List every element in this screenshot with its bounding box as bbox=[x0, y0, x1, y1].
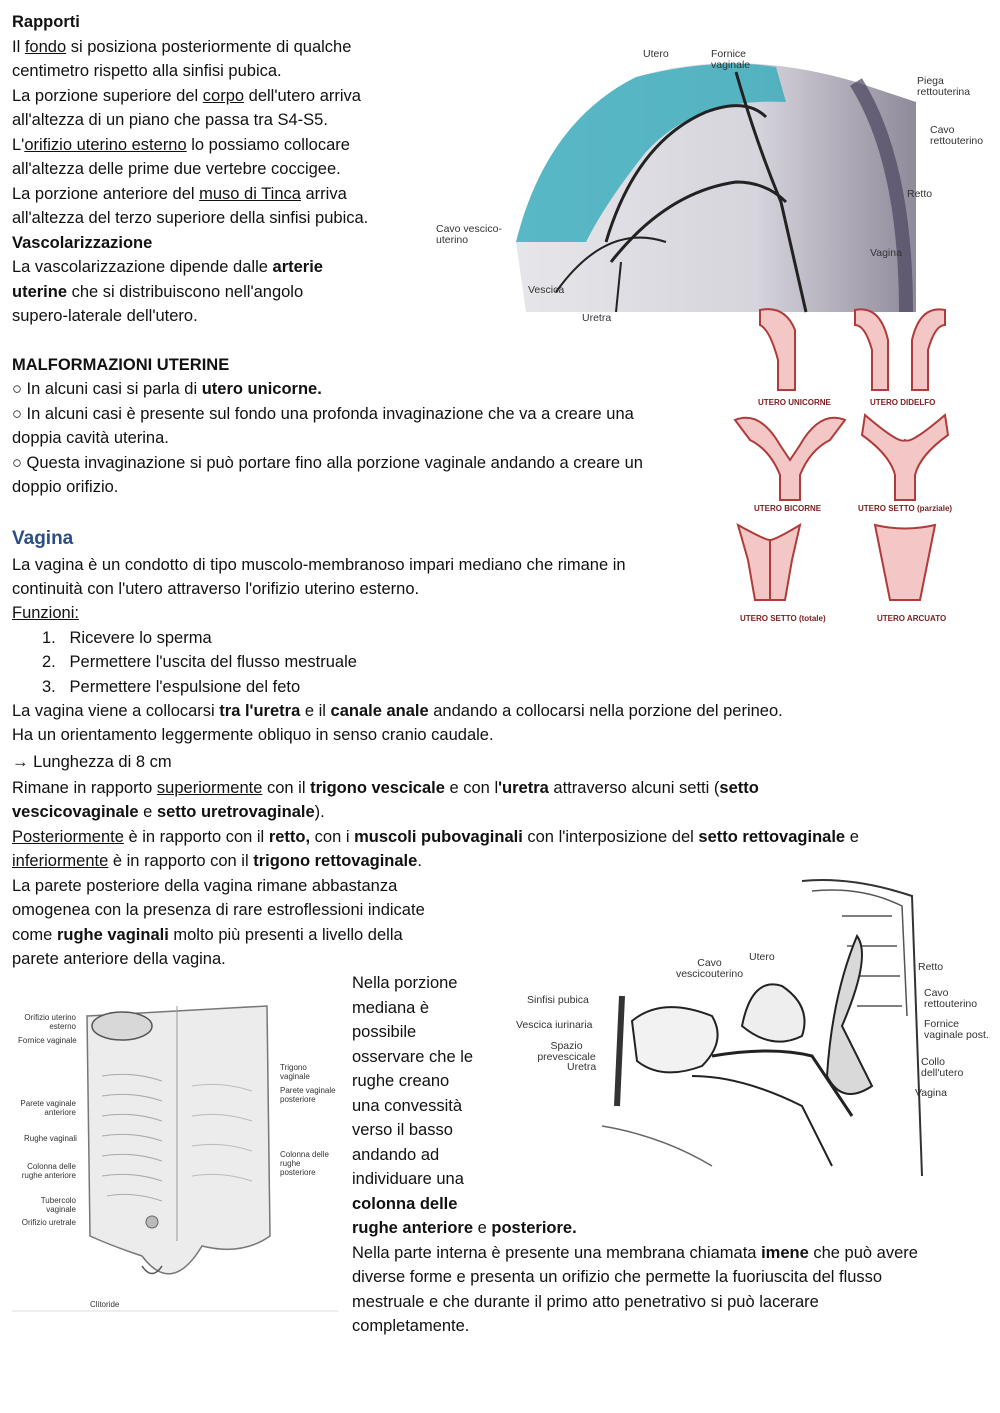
mal-label-arcuato: UTERO ARCUATO bbox=[877, 614, 947, 623]
fig3-label-parete-anteriore: Parete vaginale anteriore bbox=[20, 1099, 76, 1117]
fig3-label-colonna-posteriore: Colonna delle rughe posteriore bbox=[280, 1150, 329, 1177]
fig3-label-orifizio-uretrale: Orifizio uretrale bbox=[21, 1218, 76, 1227]
vagina-line-4: Ha un orientamento leggermente obliquo in senso cranio caudale. bbox=[12, 726, 494, 744]
funzioni-item-2: 2. Permettere l'uscita del flusso mestruale bbox=[42, 653, 357, 671]
fig1-label-vagina: Vagina bbox=[870, 247, 902, 259]
malformazioni-heading: MALFORMAZIONI UTERINE bbox=[12, 356, 230, 374]
funzioni-label: Funzioni: bbox=[12, 604, 79, 622]
fig1-label-uretra: Uretra bbox=[582, 312, 612, 324]
fig2-label-cavo-retto: Cavo rettouterino bbox=[924, 987, 978, 1010]
malformazioni-line-5: doppio orifizio. bbox=[12, 478, 119, 496]
figure-uterus-sagittal bbox=[436, 42, 996, 332]
col-line-15: completamente. bbox=[352, 1317, 470, 1335]
vagina-line-10: La parete posteriore della vagina rimane abbastanza bbox=[12, 877, 398, 895]
fig3-label-colonna-anteriore: Colonna delle rughe anteriore bbox=[21, 1162, 76, 1180]
malformazioni-line-2: ○ In alcuni casi è presente sul fondo una profonda invaginazione che va a creare una bbox=[12, 405, 634, 423]
col-line-4: osservare che le bbox=[352, 1048, 474, 1066]
fig3-label-parete-posteriore: Parete vaginale posteriore bbox=[280, 1086, 336, 1104]
vasc-line-2: uterine che si distribuiscono nell'angolo bbox=[12, 283, 304, 301]
fig1-label-utero: Utero bbox=[643, 48, 669, 60]
rapporti-line-2: centimetro rispetto alla sinfisi pubica. bbox=[12, 62, 282, 80]
mal-label-didelfo: UTERO DIDELFO bbox=[870, 398, 936, 407]
col-line-7: verso il basso bbox=[352, 1121, 453, 1139]
rapporti-line-1: Il fondo si posiziona posteriormente di qualche bbox=[12, 38, 352, 56]
vagina-line-11: omogenea con la presenza di rare estroflessioni indicate bbox=[12, 901, 425, 919]
malformazioni-line-3: doppia cavità uterina. bbox=[12, 429, 169, 447]
fig2-label-utero: Utero bbox=[749, 951, 775, 963]
fig3-label-orifizio-esterno: Orifizio uterino esterno bbox=[24, 1013, 76, 1031]
fig2-label-spazio: Spazio prevescicale bbox=[537, 1040, 596, 1063]
funzioni-item-3: 3. Permettere l'espulsione del feto bbox=[42, 678, 301, 696]
fig2-label-vescica: Vescica iurinaria bbox=[516, 1019, 593, 1031]
mal-label-bicorne: UTERO BICORNE bbox=[754, 504, 822, 513]
mal-label-setto-totale: UTERO SETTO (totale) bbox=[740, 614, 826, 623]
vagina-line-1: La vagina è un condotto di tipo muscolo-membranoso impari mediano che rimane in bbox=[12, 556, 626, 574]
vasc-heading: Vascolarizzazione bbox=[12, 234, 153, 252]
vagina-line-7: vescicovaginale e setto uretrovaginale). bbox=[12, 803, 325, 821]
mal-label-setto-parziale: UTERO SETTO (parziale) bbox=[858, 504, 953, 513]
vagina-line-13: parete anteriore della vagina. bbox=[12, 950, 226, 968]
col-line-3: possibile bbox=[352, 1023, 417, 1041]
fig2-label-collo: Collo dell'utero bbox=[921, 1056, 964, 1079]
col-line-2: mediana è bbox=[352, 999, 430, 1017]
col-line-10: colonna delle bbox=[352, 1195, 458, 1213]
fig2-label-cavo-vescico: Cavo vescicouterino bbox=[675, 957, 744, 980]
figure-pelvis-sagittal bbox=[512, 876, 996, 1176]
fig1-label-vescica: Vescica bbox=[528, 284, 565, 296]
mal-label-unicorne: UTERO UNICORNE bbox=[758, 398, 831, 407]
figure-uterus-sagittal-drawing bbox=[436, 42, 996, 332]
fig1-label-retto: Retto bbox=[907, 188, 933, 200]
vagina-line-12: come rughe vaginali molto più presenti a livello della bbox=[12, 926, 403, 944]
vagina-line-9: inferiormente è in rapporto con il trigono rettovaginale. bbox=[12, 852, 422, 870]
vagina-heading: Vagina bbox=[12, 528, 74, 549]
vasc-line-1: La vascolarizzazione dipende dalle arterie bbox=[12, 258, 323, 276]
fig2-label-sinfisi: Sinfisi pubica bbox=[527, 994, 589, 1006]
rapporti-heading: Rapporti bbox=[12, 13, 80, 31]
col-line-11: rughe anteriore e posteriore. bbox=[352, 1219, 577, 1237]
fig3-label-fornice: Fornice vaginale bbox=[18, 1036, 77, 1045]
rapporti-line-5: L'orifizio uterino esterno lo possiamo collocare bbox=[12, 136, 350, 154]
vagina-line-8: Posteriormente è in rapporto con il retto, con i muscoli pubovaginali con l'interposizione del setto rettovaginale e bbox=[12, 828, 859, 846]
fig2-label-retto: Retto bbox=[918, 961, 944, 973]
rapporti-line-4: all'altezza di un piano che passa tra S4-S5. bbox=[12, 111, 328, 129]
rapporti-line-7: La porzione anteriore del muso di Tinca arriva bbox=[12, 185, 347, 203]
col-line-1: Nella porzione bbox=[352, 974, 458, 992]
funzioni-item-1: 1. Ricevere lo sperma bbox=[42, 629, 212, 647]
figure-malformazioni bbox=[730, 300, 970, 630]
fig1-label-piega: Piega rettouterina bbox=[917, 75, 971, 98]
vagina-line-3: La vagina viene a collocarsi tra l'uretra e il canale anale andando a collocarsi nella porzione del perineo. bbox=[12, 702, 783, 720]
fig3-label-rughe: Rughe vaginali bbox=[24, 1134, 77, 1143]
fig1-label-cavo-vescico: Cavo vescico-uterino bbox=[436, 223, 502, 246]
malformazioni-line-1: ○ In alcuni casi si parla di utero unicorne. bbox=[12, 380, 322, 398]
rapporti-line-6: all'altezza delle prime due vertebre coccigee. bbox=[12, 160, 341, 178]
vagina-line-6: Rimane in rapporto superiormente con il trigono vescicale e con l'uretra attraverso alcuni setti (setto bbox=[12, 779, 759, 797]
fig2-label-fornice-post: Fornice vaginale post. bbox=[924, 1018, 989, 1041]
col-line-14: mestruale e che durante il primo atto penetrativo si può lacerare bbox=[352, 1293, 819, 1311]
fig1-label-cavo-retto: Cavo rettouterino bbox=[930, 124, 984, 147]
col-line-5: rughe creano bbox=[352, 1072, 450, 1090]
malformazioni-line-4: ○ Questa invaginazione si può portare fino alla porzione vaginale andando a creare un bbox=[12, 454, 643, 472]
fig2-label-uretra: Uretra bbox=[567, 1061, 597, 1073]
fig2-label-vagina: Vagina bbox=[915, 1087, 947, 1099]
fig1-label-fornice: Fornice vaginale bbox=[711, 48, 751, 71]
rapporti-line-3: La porzione superiore del corpo dell'utero arriva bbox=[12, 87, 361, 105]
fig3-label-clitoride: Clitoride bbox=[90, 1300, 120, 1309]
fig3-label-trigono: Trigono vaginale bbox=[280, 1063, 310, 1081]
col-line-12: Nella parte interna è presente una membrana chiamata imene che può avere bbox=[352, 1244, 918, 1262]
malformazioni-drawings bbox=[730, 300, 970, 630]
col-line-8: andando ad bbox=[352, 1146, 440, 1164]
figure-vagina-opened bbox=[12, 996, 338, 1312]
col-line-13: diverse forme e presenta un orifizio che permette la fuoriuscita del flusso bbox=[352, 1268, 883, 1286]
col-line-6: una convessità bbox=[352, 1097, 463, 1115]
vagina-line-2: continuità con l'utero attraverso l'orifizio uterino esterno. bbox=[12, 580, 420, 598]
vagina-line-5: → Lunghezza di 8 cm bbox=[12, 753, 172, 771]
vasc-line-3: supero-laterale dell'utero. bbox=[12, 307, 198, 325]
fig3-label-tubercolo: Tubercolo vaginale bbox=[40, 1196, 76, 1214]
rapporti-line-8: all'altezza del terzo superiore della sinfisi pubica. bbox=[12, 209, 369, 227]
col-line-9: individuare una bbox=[352, 1170, 464, 1188]
